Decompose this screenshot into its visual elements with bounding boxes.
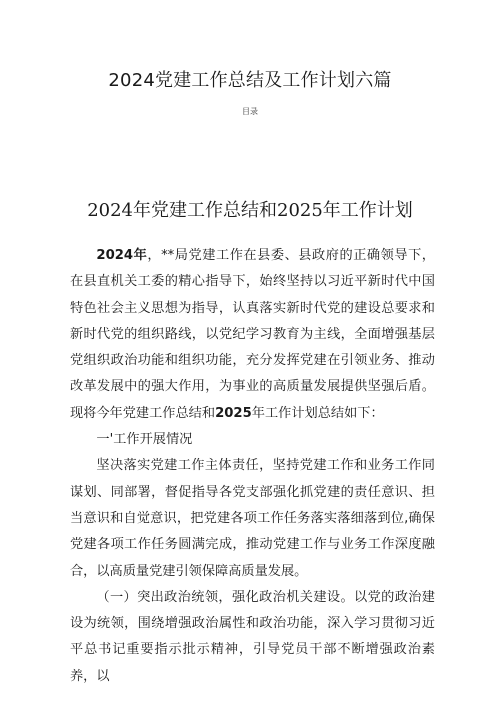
year-2025: 2025 bbox=[215, 405, 252, 421]
paragraph-responsibility: 坚决落实党建工作主体责任，坚持党建工作和业务工作同谋划、同部署，督促指导各党支部强化抓党建的责任意识、担当意识和自觉意识，把党建各项工作任务落实落细落到位,确保党建各项工作任务圆满完成，推动党建工作与业务工作深度融合，以高质量党建引领保障高质量发展。 bbox=[70, 458, 435, 579]
article-title: 2024年党建工作总结和2025年工作计划 bbox=[87, 200, 413, 221]
table-of-contents-label: 目录 bbox=[242, 107, 258, 116]
article-body bbox=[70, 243, 435, 690]
year-2024: 2024年 bbox=[96, 248, 148, 263]
section-heading-work-status: 一'工作开展情况 bbox=[96, 432, 193, 448]
intro-text-a: ，**局党建工作在县委、县政府的正确领导下，在县直机关工委的精心指导下，始终坚持以习近平新时代中国特色社会主义思想为指导，认真落实新时代党的建设总要求和新时代党的组织路线，以党纪学习教育为主线，全面增强基层党组织政治功能和组织功能，充分发挥党建在引领业务、推动改革发展中的强大作用，为事业的高质量发展提供坚强后盾。现将今年党建工作总结和 bbox=[70, 248, 435, 421]
intro-text-b: 年工作计划总结如下： bbox=[251, 405, 384, 421]
document-title: 2024党建工作总结及工作计划六篇 bbox=[108, 70, 392, 91]
paragraph-political-leadership: （一）突出政治统领，强化政治机关建设。以党的政治建设为统领，围绕增强政治属性和政治功能，深入学习贯彻习近平总书记重要指示批示精神，引导党员干部不断增强政治素养，以 bbox=[70, 589, 435, 684]
paragraph-intro bbox=[70, 243, 435, 427]
